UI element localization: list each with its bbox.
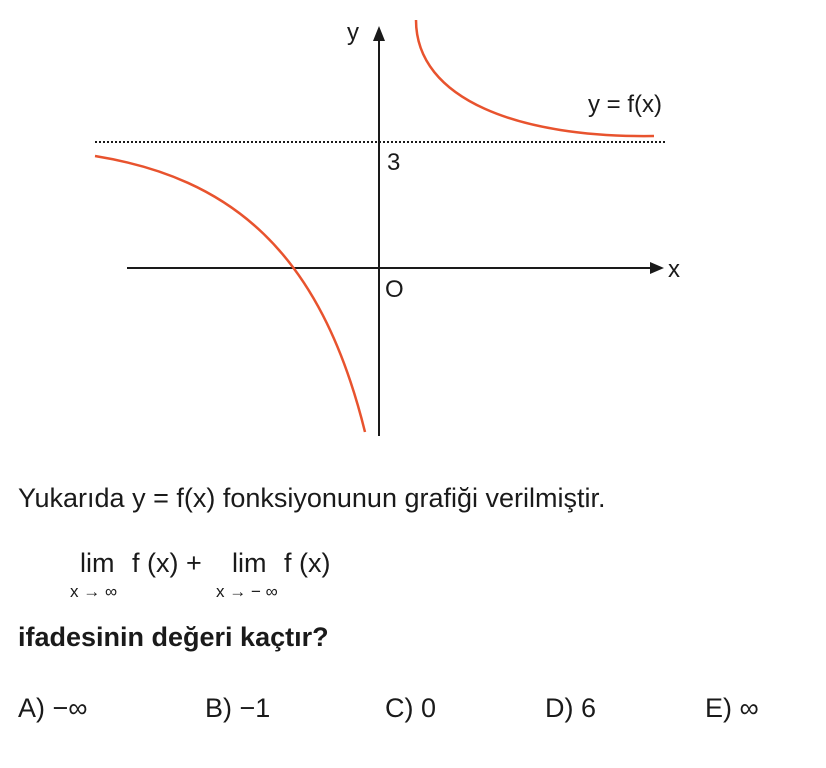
- y-axis-arrow: [373, 26, 385, 41]
- y-axis-label: y: [347, 19, 359, 46]
- lim-1-expression: f (x) +: [132, 548, 202, 578]
- x-axis-label: x: [668, 256, 680, 283]
- function-label: y = f(x): [588, 91, 663, 118]
- question-text: ifadesinin değeri kaçtır?: [18, 622, 329, 652]
- lim-2-expression: f (x): [284, 548, 331, 578]
- choice-e[interactable]: E) ∞: [705, 693, 759, 723]
- lim-1-subscript: x → ∞: [70, 582, 118, 601]
- choice-c[interactable]: C) 0: [385, 693, 437, 723]
- x-axis-arrow: [650, 262, 664, 274]
- lim-2-word: lim: [232, 548, 267, 578]
- asymptote-value-label: 3: [387, 149, 401, 176]
- lim-1-word: lim: [80, 548, 115, 578]
- origin-label: O: [385, 276, 404, 303]
- choice-d[interactable]: D) 6: [545, 693, 597, 723]
- left-branch-curve: [95, 156, 365, 432]
- statement-text: Yukarıda y = f(x) fonksiyonunun grafiği verilmiştir.: [18, 483, 606, 513]
- lim-2-subscript: x → − ∞: [216, 582, 278, 601]
- choice-b[interactable]: B) −1: [205, 693, 271, 723]
- right-branch-curve: [416, 20, 654, 136]
- choice-a[interactable]: A) −∞: [18, 693, 88, 723]
